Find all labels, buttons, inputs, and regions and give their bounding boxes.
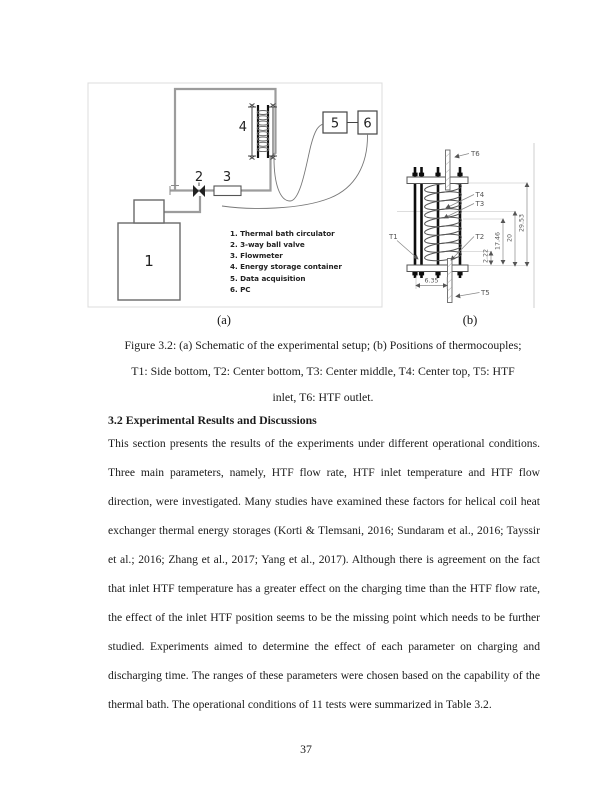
- legend-item-4: 4. Energy storage container: [230, 262, 342, 271]
- component-label-6: 6: [363, 116, 372, 132]
- component-label-3: 3: [222, 170, 232, 185]
- label-t2: T2: [475, 233, 485, 241]
- label-t3: T3: [475, 200, 485, 208]
- figure-3-2: [85, 60, 545, 330]
- valve-left-wedge: [193, 185, 199, 197]
- component-label-1: 1: [144, 252, 154, 270]
- component-label-4: 4: [238, 120, 247, 135]
- dim-t2-height: 2.22: [482, 248, 490, 264]
- bath-lid: [134, 200, 164, 223]
- dim-t4-height: 20: [506, 233, 514, 243]
- label-t5: T5: [481, 289, 490, 297]
- leader-t5: [456, 293, 480, 297]
- htf-inlet-tube: [448, 259, 453, 303]
- dim-total-height: 29.53: [518, 213, 526, 233]
- energy-storage-container: [239, 104, 277, 160]
- component-label-5: 5: [330, 116, 340, 132]
- panel-a-schematic: [88, 83, 382, 307]
- cable-container-to-daq: [274, 124, 323, 201]
- helical-coil-b: [424, 182, 462, 262]
- panel-b-sublabel: (b): [462, 313, 478, 327]
- legend-item-1: 1. Thermal bath circulator: [230, 229, 335, 238]
- thermal-bath-circulator: [118, 200, 180, 300]
- bottom-flange: [407, 265, 468, 272]
- data-acquisition-box: [323, 112, 347, 133]
- section-paragraph: This section presents the results of the experiments under different operational conditions. Three main parameters, namely, HTF flow rate, HTF inlet temperature and HTF flow direction, were investigated. Many studies have examined these factors for helical coil heat exchanger thermal energy storages (Korti & Tlemsani, 2016; Sundaram et al., 2016; Tayssir et al.; 2016; Zhang et al., 2017; Yang et al., 2017). Although there is agreement on the fact that inlet HTF temperature has a greater effect on the charging time than the HTF flow rate, the effect of the inlet HTF position seems to be the missing point which needs to be further studied. Experiments aimed to determine the effect of each parameter on charging and discharging time. The ranges of these parameters were chosen based on the capability of the thermal bath. The operational conditions of 11 tests were summarized in Table 3.2.: [108, 437, 540, 711]
- leader-t2: [451, 237, 474, 261]
- top-flange: [407, 177, 468, 184]
- section-heading: 3.2 Experimental Results and Discussions: [108, 413, 317, 427]
- extension-lines: [397, 183, 528, 266]
- pc-box: [358, 111, 377, 134]
- legend-item-5: 5. Data acquisition: [230, 274, 306, 283]
- cable-pc-to-flowmeter: [222, 134, 368, 208]
- leader-t6: [455, 154, 469, 158]
- panel-a-sublabel: (a): [217, 313, 231, 327]
- legend-list: [230, 229, 342, 294]
- dim-bottom-width: 6.35: [424, 277, 439, 285]
- valve-right-wedge: [199, 185, 205, 197]
- page-number: 37: [300, 742, 312, 756]
- legend-item-6: 6. PC: [230, 285, 251, 294]
- htf-outlet-tube: [446, 150, 451, 190]
- figure-caption: Figure 3.2: (a) Schematic of the experimental setup; (b) Positions of thermocouples; T1: Side bottom, T2: Center bottom, T3: Center middle, T4: Center top, T5: HTF inlet, T6: HTF outlet.: [124, 338, 522, 404]
- label-t6: T6: [471, 150, 480, 158]
- component-label-2: 2: [194, 170, 204, 185]
- three-way-valve: [193, 170, 205, 197]
- legend-item-2: 2. 3-way ball valve: [230, 240, 305, 249]
- flowmeter: [214, 170, 241, 196]
- panel-b-thermocouple-diagram: [388, 143, 534, 308]
- label-t1: T1: [389, 233, 398, 241]
- label-t4: T4: [475, 191, 485, 199]
- dim-t3-height: 17.46: [494, 231, 502, 251]
- flowmeter-body: [214, 186, 241, 196]
- legend-item-3: 3. Flowmeter: [230, 251, 283, 260]
